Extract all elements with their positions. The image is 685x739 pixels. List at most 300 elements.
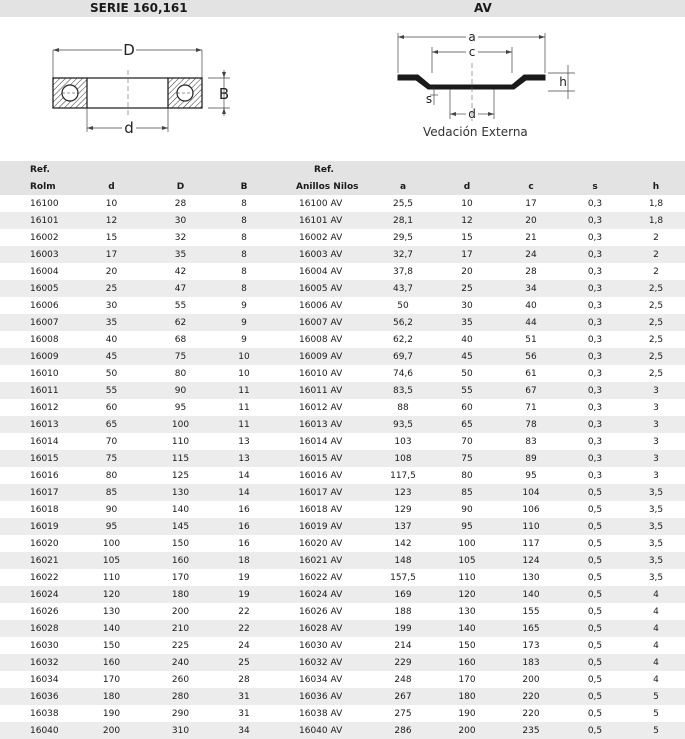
table-cell: 3 — [627, 450, 685, 467]
table-cell: 188 — [394, 606, 412, 617]
table-cell: 16 — [238, 504, 250, 515]
table-cell: 100 — [458, 538, 476, 549]
table-cell: 16015 — [0, 450, 74, 467]
table-cell: 75 — [435, 450, 499, 467]
table-cell: 2 — [653, 266, 659, 277]
table-cell: 16008 AV — [299, 334, 343, 345]
table-cell: 16101 — [0, 212, 74, 229]
table-cell: 16009 — [0, 348, 74, 365]
table-cell: 4 — [653, 674, 659, 685]
table-cell: 16019 AV — [276, 518, 371, 535]
table-cell: 16038 AV — [299, 708, 343, 719]
table-cell: 10 — [212, 348, 276, 365]
col-header-a: a — [371, 178, 435, 195]
table-cell: 275 — [394, 708, 412, 719]
col-header-blank — [371, 161, 435, 178]
table-cell: 3,5 — [627, 518, 685, 535]
table-cell: 160 — [149, 552, 212, 569]
table-cell: 55 — [174, 300, 187, 311]
table-cell: 0,3 — [587, 470, 603, 481]
table-row — [0, 484, 685, 501]
table-cell: 50 — [461, 368, 473, 379]
col-header-D: D — [149, 178, 212, 195]
table-cell: 16019 — [0, 518, 74, 535]
table-cell: 56 — [499, 348, 563, 365]
table-cell: 148 — [371, 552, 435, 569]
table-cell: 11 — [212, 416, 276, 433]
table-cell: 0,5 — [563, 620, 627, 637]
table-cell: 55 — [74, 382, 149, 399]
table-cell: 8 — [241, 266, 247, 277]
table-cell: 0,5 — [563, 688, 627, 705]
table-header-row — [0, 178, 685, 195]
table-cell: 80 — [174, 368, 187, 379]
table-cell: 105 — [74, 552, 149, 569]
table-cell: 3,5 — [648, 538, 664, 549]
table-cell: 10 — [238, 368, 250, 379]
table-cell: 190 — [102, 708, 121, 719]
table-row — [0, 399, 685, 416]
label-inner-diameter: d — [124, 119, 134, 137]
table-cell: 19 — [238, 572, 250, 583]
table-cell: 0,3 — [563, 416, 627, 433]
bearing-section-drawing — [40, 30, 250, 140]
av-seal-drawing — [390, 25, 590, 125]
table-row — [0, 331, 685, 348]
label-s: s — [425, 92, 433, 106]
table-cell: 16010 — [30, 368, 59, 379]
table-cell: 0,3 — [587, 436, 603, 447]
table-cell: 3,5 — [627, 552, 685, 569]
table-row — [0, 705, 685, 722]
table-cell: 5 — [627, 688, 685, 705]
table-cell: 248 — [394, 674, 412, 685]
table-cell: 45 — [435, 348, 499, 365]
table-cell: 100 — [149, 416, 212, 433]
table-row — [0, 382, 685, 399]
table-cell: 25 — [212, 654, 276, 671]
table-row — [0, 416, 685, 433]
table-cell: 16012 — [30, 402, 59, 413]
table-cell: 200 — [171, 606, 190, 617]
table-cell: 120 — [435, 586, 499, 603]
table-cell: 117 — [522, 538, 540, 549]
label-d: d — [468, 107, 476, 121]
table-cell: 16007 AV — [276, 314, 371, 331]
table-cell: 8 — [241, 232, 247, 243]
table-cell: 42 — [174, 266, 187, 277]
table-cell: 170 — [458, 674, 476, 685]
table-cell: 60 — [461, 402, 473, 413]
table-cell: 173 — [522, 640, 540, 651]
table-row — [0, 280, 685, 297]
table-cell: 16020 AV — [299, 538, 343, 549]
table-cell: 83,5 — [371, 382, 435, 399]
table-cell: 0,5 — [587, 640, 603, 651]
table-cell: 310 — [149, 722, 212, 739]
table-cell: 229 — [371, 654, 435, 671]
table-cell: 16017 — [0, 484, 74, 501]
table-cell: 103 — [394, 436, 412, 447]
table-cell: 16004 AV — [299, 266, 343, 277]
table-row — [0, 552, 685, 569]
table-cell: 95 — [525, 470, 537, 481]
table-cell: 12 — [74, 212, 149, 229]
col-header-blank — [149, 161, 212, 178]
table-cell: 16017 AV — [276, 484, 371, 501]
table-cell: 200 — [74, 722, 149, 739]
table-cell: 95 — [174, 402, 187, 413]
table-cell: 16030 AV — [299, 640, 343, 651]
table-cell: 35 — [149, 246, 212, 263]
table-cell: 220 — [499, 688, 563, 705]
table-cell: 16005 — [0, 280, 74, 297]
table-cell: 16100 — [30, 198, 59, 209]
table-cell: 2,5 — [648, 334, 664, 345]
table-cell: 90 — [105, 504, 118, 515]
table-cell: 40 — [105, 334, 118, 345]
table-cell: 16011 — [0, 382, 74, 399]
label-outer-diameter: D — [123, 41, 135, 59]
table-cell: 9 — [241, 300, 247, 311]
table-cell: 68 — [174, 334, 187, 345]
table-cell: 16021 — [0, 552, 74, 569]
table-cell: 16012 AV — [299, 402, 343, 413]
table-cell: 260 — [171, 674, 190, 685]
table-row — [0, 620, 685, 637]
table-cell: 110 — [102, 572, 121, 583]
table-cell: 45 — [74, 348, 149, 365]
table-cell: 18 — [212, 552, 276, 569]
table-cell: 5 — [627, 722, 685, 739]
col-header-blank — [563, 161, 627, 178]
table-cell: 10 — [105, 198, 118, 209]
table-cell: 16026 — [30, 606, 59, 617]
table-cell: 51 — [525, 334, 537, 345]
table-cell: 31 — [212, 688, 276, 705]
table-cell: 17 — [74, 246, 149, 263]
table-cell: 32 — [174, 232, 187, 243]
table-cell: 0,3 — [587, 368, 603, 379]
table-row — [0, 467, 685, 484]
table-cell: 16024 — [0, 586, 74, 603]
col-header-blank — [212, 161, 276, 178]
table-cell: 11 — [238, 402, 250, 413]
table-cell: 130 — [522, 572, 540, 583]
table-cell: 15 — [105, 232, 118, 243]
col-header-rolm: Rolm — [0, 178, 74, 195]
table-cell: 22 — [212, 620, 276, 637]
table-cell: 8 — [212, 212, 276, 229]
table-cell: 24 — [238, 640, 250, 651]
col-header-ref-nilos: Ref. — [276, 161, 371, 178]
table-cell: 67 — [499, 382, 563, 399]
table-cell: 43,7 — [371, 280, 435, 297]
table-cell: 4 — [627, 654, 685, 671]
table-body — [0, 195, 685, 739]
table-cell: 14 — [212, 484, 276, 501]
table-row — [0, 637, 685, 654]
table-cell: 93,5 — [371, 416, 435, 433]
table-cell: 16101 AV — [276, 212, 371, 229]
table-cell: 16016 AV — [299, 470, 343, 481]
table-cell: 24 — [499, 246, 563, 263]
table-cell: 9 — [241, 334, 247, 345]
table-cell: 0,5 — [563, 586, 627, 603]
table-cell: 13 — [238, 436, 250, 447]
table-row — [0, 586, 685, 603]
table-cell: 16034 AV — [299, 674, 343, 685]
table-row — [0, 671, 685, 688]
table-cell: 235 — [499, 722, 563, 739]
series-title: SERIE 160,161 — [90, 1, 188, 15]
table-cell: 267 — [371, 688, 435, 705]
table-cell: 80 — [461, 470, 473, 481]
table-cell: 16006 AV — [299, 300, 343, 311]
table-cell: 117,5 — [390, 470, 416, 481]
table-cell: 0,3 — [563, 246, 627, 263]
table-cell: 140 — [499, 586, 563, 603]
table-cell: 16030 — [30, 640, 59, 651]
table-cell: 28 — [238, 674, 250, 685]
table-cell: 290 — [171, 708, 190, 719]
table-cell: 19 — [212, 586, 276, 603]
table-cell: 30 — [461, 300, 473, 311]
table-row — [0, 518, 685, 535]
table-cell: 286 — [371, 722, 435, 739]
table-row — [0, 195, 685, 212]
table-cell: 74,6 — [392, 368, 414, 379]
table-row — [0, 314, 685, 331]
table-cell: 88 — [397, 402, 409, 413]
table-cell: 130 — [149, 484, 212, 501]
table-cell: 150 — [458, 640, 476, 651]
table-cell: 0,5 — [587, 674, 603, 685]
table-cell: 0,5 — [563, 552, 627, 569]
table-cell: 0,3 — [563, 212, 627, 229]
table-cell: 28 — [525, 266, 537, 277]
table-cell: 30 — [149, 212, 212, 229]
table-cell: 125 — [171, 470, 190, 481]
table-cell: 4 — [627, 586, 685, 603]
table-cell: 16016 — [30, 470, 59, 481]
table-cell: 83 — [525, 436, 537, 447]
table-cell: 16 — [212, 518, 276, 535]
table-cell: 16007 — [0, 314, 74, 331]
table-cell: 16022 — [30, 572, 59, 583]
table-row — [0, 569, 685, 586]
table-cell: 3,5 — [648, 572, 664, 583]
table-cell: 47 — [149, 280, 212, 297]
col-header-h: h — [627, 178, 685, 195]
table-cell: 199 — [371, 620, 435, 637]
table-cell: 16036 — [0, 688, 74, 705]
table-cell: 2,5 — [648, 368, 664, 379]
table-cell: 0,3 — [587, 334, 603, 345]
table-cell: 157,5 — [390, 572, 416, 583]
table-cell: 44 — [499, 314, 563, 331]
table-cell: 29,5 — [392, 232, 414, 243]
table-cell: 0,5 — [563, 654, 627, 671]
table-cell: 140 — [74, 620, 149, 637]
table-cell: 30 — [105, 300, 118, 311]
table-cell: 2 — [653, 232, 659, 243]
table-cell: 160 — [74, 654, 149, 671]
table-cell: 4 — [653, 606, 659, 617]
table-cell: 106 — [522, 504, 540, 515]
table-cell: 20 — [461, 266, 473, 277]
table-cell: 0,3 — [587, 232, 603, 243]
table-cell: 150 — [102, 640, 121, 651]
table-cell: 20 — [499, 212, 563, 229]
col-header-d: d — [74, 178, 149, 195]
table-cell: 105 — [435, 552, 499, 569]
col-header-blank — [499, 161, 563, 178]
table-cell: 16006 — [30, 300, 59, 311]
table-cell: 214 — [394, 640, 412, 651]
table-cell: 0,3 — [587, 198, 603, 209]
table-cell: 62,2 — [392, 334, 414, 345]
table-cell: 140 — [435, 620, 499, 637]
table-cell: 3 — [653, 470, 659, 481]
table-cell: 280 — [149, 688, 212, 705]
table-cell: 50 — [397, 300, 409, 311]
table-cell: 3,5 — [648, 504, 664, 515]
table-cell: 200 — [435, 722, 499, 739]
table-cell: 16026 AV — [299, 606, 343, 617]
table-cell: 0,5 — [587, 572, 603, 583]
table-cell: 137 — [371, 518, 435, 535]
table-cell: 1,8 — [627, 212, 685, 229]
table-cell: 100 — [102, 538, 121, 549]
table-cell: 85 — [435, 484, 499, 501]
table-cell: 3 — [653, 436, 659, 447]
table-cell: 16034 — [30, 674, 59, 685]
table-cell: 160 — [435, 654, 499, 671]
table-cell: 78 — [499, 416, 563, 433]
table-cell: 0,5 — [587, 538, 603, 549]
col-header-B: B — [212, 178, 276, 195]
table-cell: 35 — [74, 314, 149, 331]
table-cell: 16038 — [30, 708, 59, 719]
table-cell: 34 — [212, 722, 276, 739]
table-cell: 3 — [627, 416, 685, 433]
table-cell: 16009 AV — [276, 348, 371, 365]
table-cell: 130 — [458, 606, 476, 617]
table-cell: 61 — [525, 368, 537, 379]
table-cell: 0,3 — [563, 382, 627, 399]
table-cell: 8 — [212, 280, 276, 297]
table-cell: 0,3 — [563, 280, 627, 297]
table-cell: 150 — [171, 538, 190, 549]
table-cell: 170 — [171, 572, 190, 583]
table-row — [0, 246, 685, 263]
col-header-blank — [435, 161, 499, 178]
table-cell: 16008 — [30, 334, 59, 345]
table-cell: 25 — [74, 280, 149, 297]
table-cell: 129 — [394, 504, 412, 515]
table-cell: 40 — [525, 300, 537, 311]
table-cell: 1,8 — [648, 198, 664, 209]
col-header-c: c — [499, 178, 563, 195]
table-cell: 12 — [435, 212, 499, 229]
table-cell: 16 — [238, 538, 250, 549]
table-row — [0, 501, 685, 518]
table-cell: 0,5 — [563, 484, 627, 501]
table-cell: 16028 — [0, 620, 74, 637]
table-cell: 140 — [171, 504, 190, 515]
table-cell: 16040 AV — [276, 722, 371, 739]
table-cell: 16013 — [0, 416, 74, 433]
table-cell: 180 — [74, 688, 149, 705]
table-cell: 0,5 — [587, 504, 603, 515]
table-cell: 145 — [149, 518, 212, 535]
table-cell: 155 — [522, 606, 540, 617]
table-cell: 40 — [461, 334, 473, 345]
table-cell: 0,3 — [563, 348, 627, 365]
table-cell: 4 — [627, 620, 685, 637]
table-cell: 16024 AV — [276, 586, 371, 603]
table-cell: 16028 AV — [276, 620, 371, 637]
table-cell: 10 — [461, 198, 473, 209]
table-cell: 2,5 — [627, 280, 685, 297]
table-cell: 14 — [238, 470, 250, 481]
table-cell: 123 — [371, 484, 435, 501]
table-cell: 0,3 — [587, 300, 603, 311]
table-cell: 89 — [499, 450, 563, 467]
table-cell: 3,5 — [627, 484, 685, 501]
table-cell: 90 — [149, 382, 212, 399]
table-row — [0, 654, 685, 671]
table-cell: 110 — [499, 518, 563, 535]
table-cell: 50 — [105, 368, 118, 379]
table-cell: 16004 — [30, 266, 59, 277]
table-cell: 190 — [458, 708, 476, 719]
table-cell: 120 — [74, 586, 149, 603]
table-cell: 108 — [371, 450, 435, 467]
table-cell: 16022 AV — [299, 572, 343, 583]
table-cell: 0,5 — [563, 722, 627, 739]
table-cell: 115 — [149, 450, 212, 467]
table-cell: 142 — [394, 538, 412, 549]
table-cell: 25 — [435, 280, 499, 297]
table-cell: 16020 — [30, 538, 59, 549]
table-cell: 0,5 — [587, 606, 603, 617]
table-cell: 22 — [238, 606, 250, 617]
table-row — [0, 263, 685, 280]
col-header-ref-rolm: Ref. — [0, 161, 74, 178]
table-cell: 16021 AV — [276, 552, 371, 569]
table-cell: 16015 AV — [276, 450, 371, 467]
table-row — [0, 450, 685, 467]
table-cell: 65 — [435, 416, 499, 433]
col-header-blank — [74, 161, 149, 178]
table-cell: 183 — [499, 654, 563, 671]
table-cell: 28 — [174, 198, 187, 209]
table-row — [0, 229, 685, 246]
table-row — [0, 535, 685, 552]
table-cell: 70 — [105, 436, 118, 447]
table-cell: 20 — [105, 266, 118, 277]
table-row — [0, 348, 685, 365]
table-cell: 16100 AV — [299, 198, 343, 209]
table-cell: 124 — [499, 552, 563, 569]
table-cell: 0,3 — [563, 314, 627, 331]
table-cell: 75 — [74, 450, 149, 467]
av-title: AV — [474, 1, 492, 15]
table-cell: 16002 AV — [299, 232, 343, 243]
table-cell: 95 — [435, 518, 499, 535]
